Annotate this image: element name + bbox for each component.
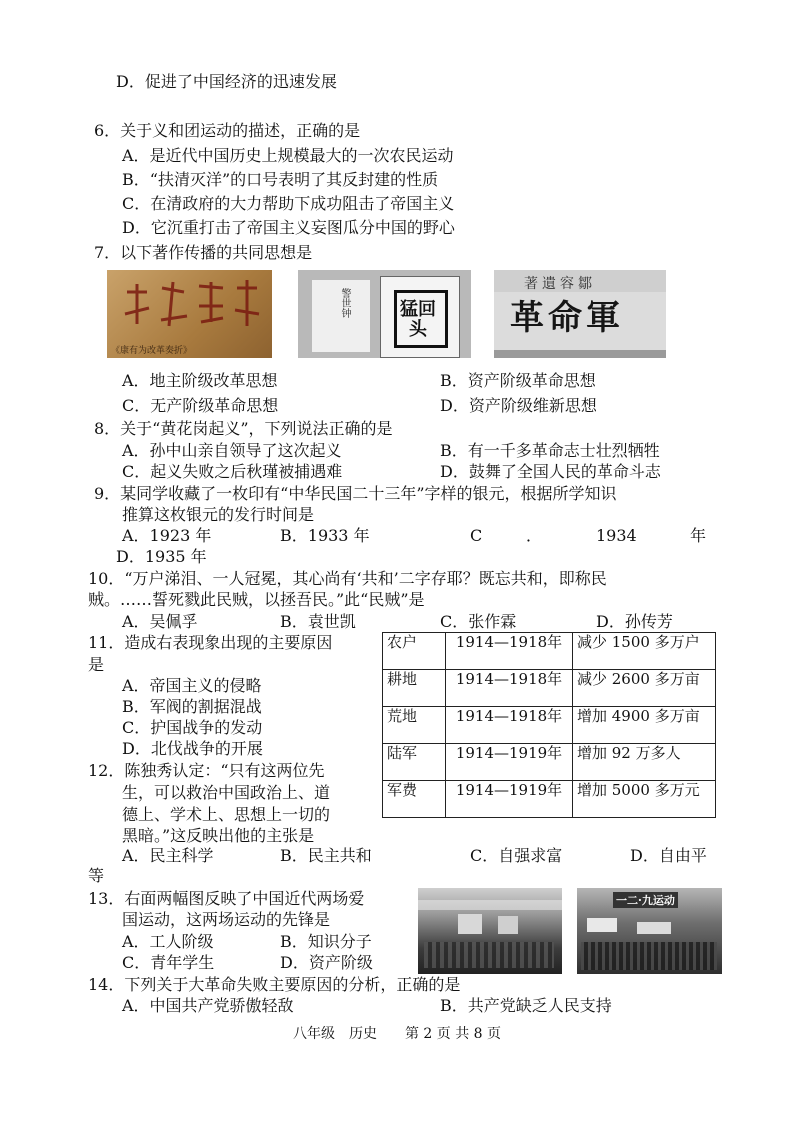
- geming-jun-image: [494, 270, 666, 358]
- table-cell: 增加 4900 多万亩: [573, 707, 716, 744]
- geming-jun-top: 著遺容鄒: [524, 276, 596, 292]
- q11-stem-line2: 是: [88, 655, 105, 674]
- q6-option-a: A．是近代中国历史上规模最大的一次农民运动: [122, 146, 454, 165]
- q9-option-d: D．1935 年: [116, 547, 207, 566]
- geming-jun-title: 革命軍: [510, 298, 624, 338]
- table-cell: 1914—1919年: [446, 744, 573, 781]
- table-cell: 1914—1918年: [446, 707, 573, 744]
- q9-option-b: B．1933 年: [280, 526, 370, 545]
- q9-option-c-year: 1934: [596, 526, 637, 545]
- jingshizhong-menghuitou-image: [298, 270, 471, 358]
- table-cell: 1914—1918年: [446, 670, 573, 707]
- table-cell: 1914—1919年: [446, 781, 573, 818]
- table-row: [383, 670, 716, 707]
- table-cell: 荒地: [383, 707, 446, 744]
- q6-option-b: B．“扶清灭洋”的口号表明了其反封建的性质: [122, 170, 439, 189]
- december-ninth-label: 一二·九运动: [613, 892, 678, 908]
- q13-line1: 13．右面两幅图反映了中国近代两场爱: [88, 889, 365, 908]
- table-row: [383, 707, 716, 744]
- q10-option-d: D．孙传芳: [596, 612, 673, 631]
- q7-option-c: C．无产阶级革命思想: [122, 396, 279, 415]
- december-ninth-movement-photo: [577, 888, 722, 974]
- q7-stem: 7．以下著作传播的共同思想是: [94, 243, 313, 262]
- jingshizhong-title: 警世钟: [339, 288, 350, 318]
- q8-option-b: B．有一千多革命志士壮烈牺牲: [440, 441, 660, 460]
- q11-option-c: C．护国战争的发动: [122, 718, 263, 737]
- q10-stem-line2: 贼。……誓死戮此民贼，以拯吾民。”此“民贼”是: [88, 590, 425, 609]
- q14-option-b: B．共产党缺乏人民支持: [440, 996, 612, 1015]
- q12-line1: 12．陈独秀认定：“只有这两位先: [88, 761, 325, 780]
- q8-option-c: C．起义失败之后秋瑾被捕遇难: [122, 462, 343, 481]
- q12-option-a: A．民主科学: [122, 846, 214, 865]
- table-cell: 增加 92 万多人: [573, 744, 716, 781]
- table-row: [383, 744, 716, 781]
- q5-option-d: D．促进了中国经济的迅速发展: [116, 72, 337, 91]
- q10-option-c: C．张作霖: [440, 612, 517, 631]
- q7-option-d: D．资产阶级维新思想: [440, 396, 597, 415]
- q12-option-d: D．自由平: [630, 846, 707, 865]
- table-cell: 农户: [383, 633, 446, 670]
- page-footer: 八年级 历史 第 2 页 共 8 页: [292, 1026, 502, 1042]
- q9-stem-line1: 9．某同学收藏了一枚印有“中华民国二十三年”字样的银元，根据所学知识: [94, 484, 617, 503]
- q7-option-b: B．资产阶级革命思想: [440, 371, 596, 390]
- q11-option-a: A．帝国主义的侵略: [122, 676, 262, 695]
- q13-option-c: C．青年学生: [122, 953, 215, 972]
- q6-option-d: D．它沉重打击了帝国主义妄图瓜分中国的野心: [122, 218, 455, 237]
- table-cell: 增加 5000 多万元: [573, 781, 716, 818]
- q13-option-b: B．知识分子: [280, 932, 372, 951]
- may-fourth-movement-photo: [418, 888, 562, 974]
- q9-option-c-unit: 年: [690, 526, 707, 545]
- q12-option-d-cont: 等: [88, 866, 105, 885]
- q12-option-c: C．自强求富: [470, 846, 563, 865]
- q10-option-a: A．吴佩孚: [122, 612, 198, 631]
- q10-option-b: B．袁世凯: [280, 612, 356, 631]
- kang-youwei-memorial-image: [107, 270, 272, 358]
- q13-option-a: A．工人阶级: [122, 932, 214, 951]
- q6-stem: 6．关于义和团运动的描述，正确的是: [94, 121, 361, 140]
- table-row: [383, 633, 716, 670]
- table-cell: 1914—1918年: [446, 633, 573, 670]
- q8-stem: 8．关于“黄花岗起义”，下列说法正确的是: [94, 419, 393, 438]
- q14-stem: 14．下列关于大革命失败主要原因的分析，正确的是: [88, 975, 461, 994]
- table-cell: 军费: [383, 781, 446, 818]
- q10-stem-line1: 10．“万户涕泪、一人冠冕，其心尚有‘共和’二字存耶？既忘共和，即称民: [88, 569, 607, 588]
- q11-option-b: B．军阀的割据混战: [122, 697, 262, 716]
- q13-line2: 国运动，这两场运动的先锋是: [122, 910, 331, 929]
- table-cell: 减少 2600 多万亩: [573, 670, 716, 707]
- menghuitou-title: 猛回头: [400, 299, 436, 340]
- table-cell: 减少 1500 多万户: [573, 633, 716, 670]
- q11-stem-line1: 11．造成右表现象出现的主要原因: [88, 633, 333, 652]
- q13-option-d: D．资产阶级: [280, 953, 373, 972]
- q9-option-c-letter: C: [470, 526, 483, 545]
- q12-line4: 黑暗。”这反映出他的主张是: [122, 826, 315, 845]
- q12-line3: 德上、学术上、思想上一切的: [122, 805, 331, 824]
- q11-option-d: D．北伐战争的开展: [122, 739, 263, 758]
- q14-option-a: A．中国共产党骄傲轻敌: [122, 996, 294, 1015]
- table-cell: 陆军: [383, 744, 446, 781]
- q8-option-a: A．孙中山亲自领导了这次起义: [122, 441, 342, 460]
- q8-option-d: D．鼓舞了全国人民的革命斗志: [440, 462, 661, 481]
- q6-option-c: C．在清政府的大力帮助下成功阻击了帝国主义: [122, 194, 455, 213]
- q9-option-c-dot: ．: [526, 526, 543, 545]
- q12-option-b: B．民主共和: [280, 846, 372, 865]
- economic-data-table: [382, 632, 716, 818]
- table-row: [383, 781, 716, 818]
- q7-option-a: A．地主阶级改革思想: [122, 371, 278, 390]
- q12-line2: 生，可以救治中国政治上、道: [122, 783, 331, 802]
- q9-option-a: A．1923 年: [122, 526, 212, 545]
- table-cell: 耕地: [383, 670, 446, 707]
- q9-stem-line2: 推算这枚银元的发行时间是: [122, 505, 315, 524]
- kang-image-caption: 《康有为改革奏折》: [111, 346, 193, 356]
